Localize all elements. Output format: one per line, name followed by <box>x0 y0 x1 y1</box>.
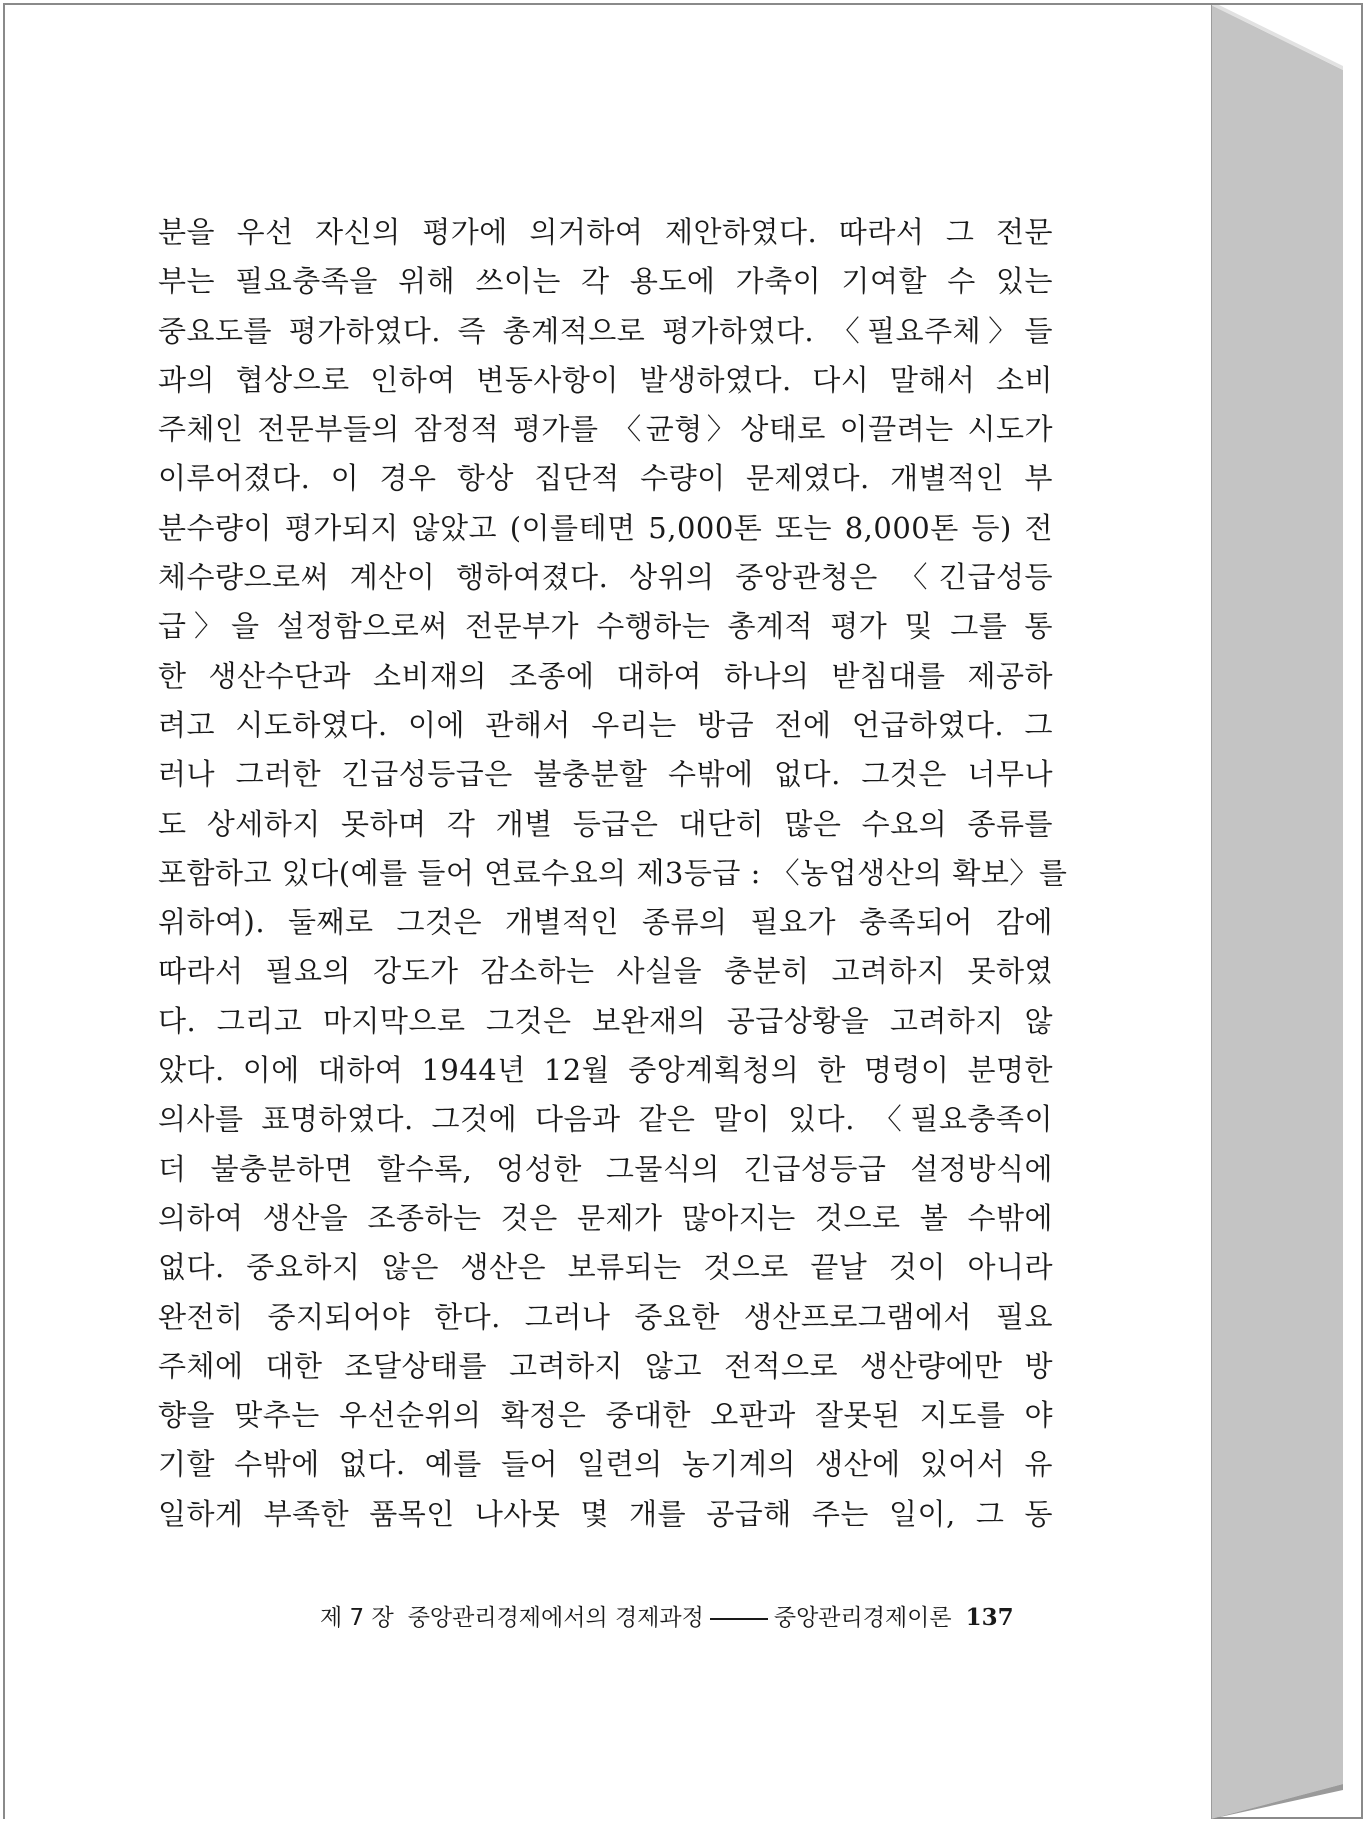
text-line: 포함하고 있다(예를 들어 연료수요의 제3등급 : 〈농업생산의 확보〉를 <box>158 855 1068 890</box>
text-line: 부는 필요충족을 위해 쓰이는 각 용도에 가축이 기여할 수 있는 <box>158 264 1053 299</box>
text-line: 위하여). 둘째로 그것은 개별적인 종류의 필요가 충족되어 감에 <box>158 905 1053 940</box>
text-line: 향을 맞추는 우선순위의 확정은 중대한 오판과 잘못된 지도를 야 <box>158 1398 1053 1433</box>
footer-chapter: 제 7 장 <box>320 1605 394 1631</box>
text-line: 급〉을 설정함으로써 전문부가 수행하는 총계적 평가 및 그를 통 <box>158 609 1053 644</box>
running-footer <box>320 1598 1020 1638</box>
text-line: 없다. 중요하지 않은 생산은 보류되는 것으로 끝날 것이 아니라 <box>158 1250 1053 1285</box>
footer-chapter-title: 중앙관리경제에서의 경제과정 <box>407 1605 704 1631</box>
text-line: 중요도를 평가하였다. 즉 총계적으로 평가하였다. 〈필요주체〉들 <box>158 313 1053 348</box>
text-line: 더 불충분하면 할수록, 엉성한 그물식의 긴급성등급 설정방식에 <box>158 1151 1053 1186</box>
book-side-face <box>1211 5 1343 1819</box>
page-number: 137 <box>965 1604 1014 1631</box>
text-line: 분수량이 평가되지 않았고 (이를테면 5,000톤 또는 8,000톤 등) 전 <box>158 510 1053 545</box>
text-line: 따라서 필요의 강도가 감소하는 사실을 충분히 고려하지 못하였 <box>158 954 1053 989</box>
text-line: 체수량으로써 계산이 행하여졌다. 상위의 중앙관청은 〈긴급성등 <box>158 560 1053 595</box>
text-line: 도 상세하지 못하며 각 개별 등급은 대단히 많은 수요의 종류를 <box>158 806 1053 841</box>
footer-dash-divider <box>710 1618 768 1620</box>
text-line: 의하여 생산을 조종하는 것은 문제가 많아지는 것으로 볼 수밖에 <box>158 1200 1053 1235</box>
text-line: 주체에 대한 조달상태를 고려하지 않고 전적으로 생산량에만 방 <box>158 1348 1053 1383</box>
text-line: 주체인 전문부들의 잠정적 평가를 〈균형〉상태로 이끌려는 시도가 <box>158 412 1053 447</box>
text-line: 이루어졌다. 이 경우 항상 집단적 수량이 문제였다. 개별적인 부 <box>158 461 1053 496</box>
text-line: 러나 그러한 긴급성등급은 불충분할 수밖에 없다. 그것은 너무나 <box>158 757 1053 792</box>
text-line: 한 생산수단과 소비재의 조종에 대하여 하나의 받침대를 제공하 <box>158 658 1053 693</box>
body-text <box>158 208 1068 1539</box>
text-line: 과의 협상으로 인하여 변동사항이 발생하였다. 다시 말해서 소비 <box>158 362 1053 397</box>
text-line: 았다. 이에 대하여 1944년 12월 중앙계획청의 한 명령이 분명한 <box>158 1053 1053 1088</box>
footer-book-title: 중앙관리경제이론 <box>773 1605 952 1631</box>
text-line: 기할 수밖에 없다. 예를 들어 일련의 농기계의 생산에 있어서 유 <box>158 1447 1053 1482</box>
text-line: 분을 우선 자신의 평가에 의거하여 제안하였다. 따라서 그 전문 <box>158 215 1053 249</box>
text-line: 의사를 표명하였다. 그것에 다음과 같은 말이 있다. 〈필요충족이 <box>158 1102 1053 1137</box>
text-line: 려고 시도하였다. 이에 관해서 우리는 방금 전에 언급하였다. 그 <box>158 707 1053 742</box>
text-line: 완전히 중지되어야 한다. 그러나 중요한 생산프로그램에서 필요 <box>158 1299 1053 1334</box>
text-line: 다. 그리고 마지막으로 그것은 보완재의 공급상황을 고려하지 않 <box>158 1003 1053 1038</box>
text-line: 일하게 부족한 품목인 나사못 몇 개를 공급해 주는 일이, 그 동 <box>158 1496 1053 1531</box>
